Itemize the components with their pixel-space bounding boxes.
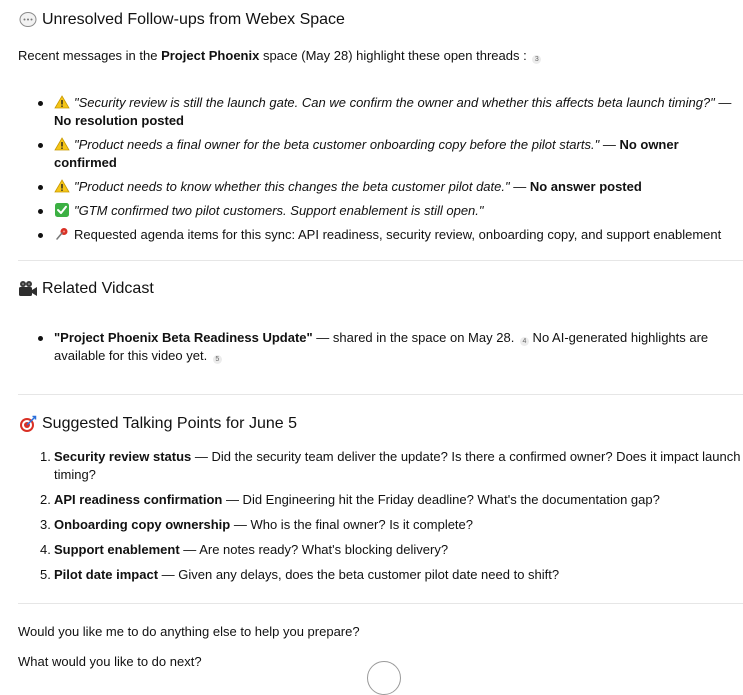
pushpin-icon xyxy=(54,227,70,241)
list-item: Requested agenda items for this sync: API readiness, security review, onboarding copy, and support enablement xyxy=(18,226,743,244)
status-text: No owner confirmed xyxy=(54,137,679,170)
video-title[interactable]: "Project Phoenix Beta Readiness Update" xyxy=(54,330,313,345)
citation-badge[interactable]: 5 xyxy=(213,355,222,364)
warning-icon xyxy=(54,95,70,109)
list-item: 5. Pilot date impact — Given any delays, does the beta customer pilot date need to shift? xyxy=(40,567,560,582)
open-threads-list xyxy=(18,94,743,250)
check-mark-icon xyxy=(54,203,70,217)
status-text: No resolution posted xyxy=(54,113,184,128)
talking-points-title: Suggested Talking Points for June 5 xyxy=(42,415,297,432)
citation-badge[interactable]: 4 xyxy=(520,337,529,346)
vidcast-title: Related Vidcast xyxy=(42,280,154,297)
list-item: 4. Support enablement — Are notes ready? What's blocking delivery? xyxy=(40,542,449,557)
scroll-to-bottom-button[interactable] xyxy=(367,661,401,695)
talking-points-heading xyxy=(18,414,297,434)
target-icon xyxy=(18,414,38,434)
space-name: Project Phoenix xyxy=(161,48,260,63)
section-divider xyxy=(18,603,743,604)
citation-badge[interactable]: 3 xyxy=(532,55,541,64)
section-divider xyxy=(18,394,743,395)
next-prompt: What would you like to do next? xyxy=(18,654,202,669)
warning-icon xyxy=(54,137,70,151)
movie-camera-icon xyxy=(18,279,38,299)
list-item: 3. Onboarding copy ownership — Who is the final owner? Is it complete? xyxy=(40,517,474,532)
vidcast-heading xyxy=(18,279,154,299)
talking-points-list xyxy=(18,448,743,591)
list-item: "Product needs a final owner for the beta customer onboarding copy before the pilot starts." — No owner confirmed xyxy=(18,136,743,172)
vidcast-list xyxy=(18,329,743,371)
list-item: "Product needs to know whether this changes the beta customer pilot date." — No answer posted xyxy=(18,178,743,196)
section-divider xyxy=(18,260,743,261)
closing-question: Would you like me to do anything else to help you prepare? xyxy=(18,624,360,639)
status-text: No answer posted xyxy=(529,179,642,194)
list-item: 2. API readiness confirmation — Did Engineering hit the Friday deadline? What's the documentation gap? xyxy=(40,492,660,507)
unresolved-heading xyxy=(18,10,345,30)
list-item: "Security review is still the launch gate. Can we confirm the owner and whether this affects beta launch timing?" — No resolution posted xyxy=(18,94,743,130)
list-item: 1. Security review status — Did the security team deliver the update? Is there a confirmed owner? Does it impact launch timing? xyxy=(40,449,741,482)
list-item: "Project Phoenix Beta Readiness Update" — shared in the space on May 28. 4 No AI-generated highlights are available for this video yet. 5 xyxy=(18,329,743,365)
list-item: "GTM confirmed two pilot customers. Support enablement is still open." xyxy=(18,202,743,220)
intro-text: Recent messages in the Project Phoenix space (May 28) highlight these open threads : 3 xyxy=(18,47,743,65)
warning-icon xyxy=(54,179,70,193)
speech-bubble-icon xyxy=(18,10,38,30)
unresolved-title: Unresolved Follow-ups from Webex Space xyxy=(42,11,345,28)
